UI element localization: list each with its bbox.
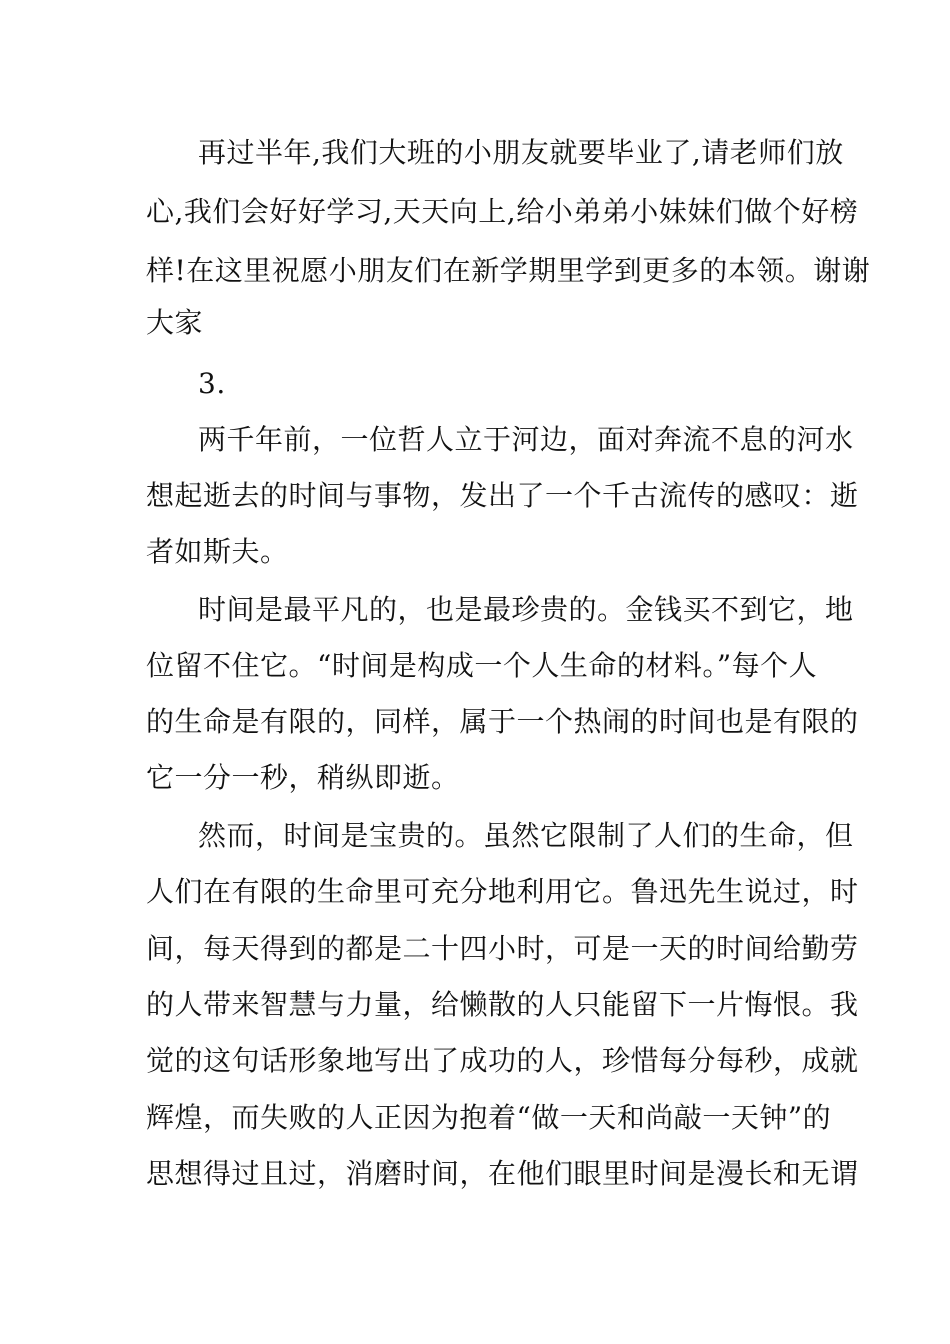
section-number: 3. [198,367,226,400]
paragraph-line: 的生命是有限的，同样，属于一个热闹的时间也是有限的 [146,705,859,738]
paragraph-line: 位留不住它。“时间是构成一个人生命的材料。”每个人 [146,649,818,682]
paragraph-line: 间，每天得到的都是二十四小时，可是一天的时间给勤劳 [146,932,859,965]
paragraph-line: 再过半年,我们大班的小朋友就要毕业了,请老师们放 [198,136,844,169]
paragraph-line: 两千年前，一位哲人立于河边，面对奔流不息的河水 [198,423,854,456]
paragraph-line: 大家 [146,306,204,339]
paragraph-line: 样!在这里祝愿小朋友们在新学期里学到更多的本领。谢谢 [146,254,871,287]
paragraph-line: 觉的这句话形象地写出了成功的人，珍惜每分每秒，成就 [146,1044,859,1077]
paragraph-line: 人们在有限的生命里可充分地利用它。鲁迅先生说过，时 [146,875,859,908]
paragraph-line: 时间是最平凡的，也是最珍贵的。金钱买不到它，地 [198,593,854,626]
paragraph-line: 心,我们会好好学习,天天向上,给小弟弟小妹妹们做个好榜 [146,195,859,228]
paragraph-line: 思想得过且过，消磨时间，在他们眼里时间是漫长和无谓 [146,1157,859,1190]
paragraph-line: 的人带来智慧与力量，给懒散的人只能留下一片悔恨。我 [146,988,859,1021]
paragraph-line: 想起逝去的时间与事物，发出了一个千古流传的感叹：逝 [146,479,859,512]
paragraph-line: 辉煌，而失败的人正因为抱着“做一天和尚敲一天钟”的 [146,1101,832,1134]
paragraph-line: 然而，时间是宝贵的。虽然它限制了人们的生命，但 [198,819,854,852]
paragraph-line: 者如斯夫。 [146,535,289,568]
paragraph-line: 它一分一秒，稍纵即逝。 [146,761,460,794]
